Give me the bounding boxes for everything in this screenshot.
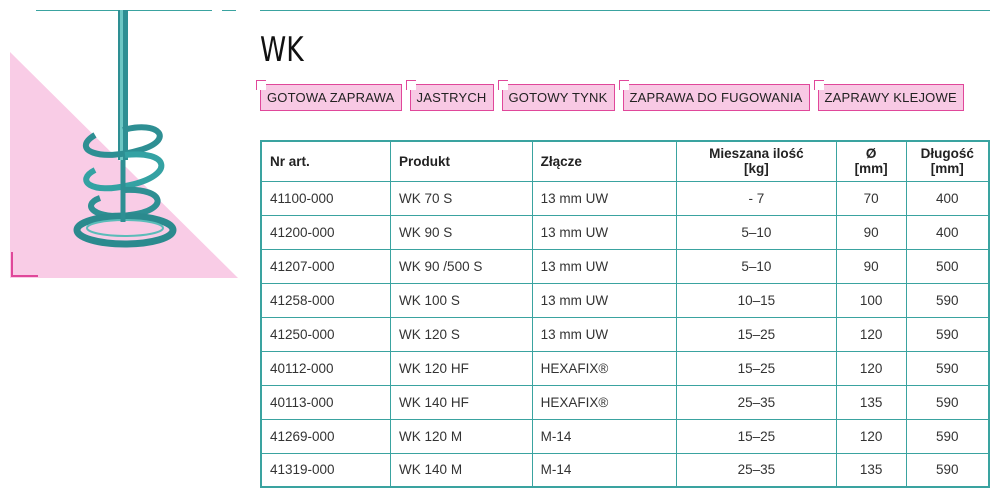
cell-ilosc: - 7: [677, 181, 836, 215]
cell-zlacze: HEXAFIX®: [532, 385, 677, 419]
cell-produkt: WK 70 S: [391, 181, 533, 215]
cell-ilosc: 5–10: [677, 249, 836, 283]
header-ilosc-line2: [kg]: [744, 161, 769, 177]
cell-dl: 590: [906, 317, 989, 351]
table-row: [261, 283, 989, 317]
cell-dl: 500: [906, 249, 989, 283]
cell-ilosc: 25–35: [677, 385, 836, 419]
cell-dl: 400: [906, 215, 989, 249]
cell-produkt: WK 120 M: [391, 419, 533, 453]
cell-nr: 41258-000: [261, 283, 391, 317]
cell-fi: 120: [836, 317, 906, 351]
cell-produkt: WK 90 S: [391, 215, 533, 249]
cell-fi: 120: [836, 419, 906, 453]
cell-fi: 70: [836, 181, 906, 215]
tag-zaprawy-klejowe: ZAPRAWY KLEJOWE: [818, 84, 964, 111]
header-fi-line2: [mm]: [854, 161, 888, 177]
cell-nr: 41207-000: [261, 249, 391, 283]
top-rule-right: [260, 10, 990, 11]
cell-produkt: WK 140 M: [391, 453, 533, 487]
tag-gotowy-tynk: GOTOWY TYNK: [502, 84, 615, 111]
cell-nr: 41319-000: [261, 453, 391, 487]
cell-produkt: WK 140 HF: [391, 385, 533, 419]
cell-produkt: WK 100 S: [391, 283, 533, 317]
cell-nr: 41200-000: [261, 215, 391, 249]
table-row: [261, 317, 989, 351]
cell-ilosc: 5–10: [677, 215, 836, 249]
cell-fi: 100: [836, 283, 906, 317]
cell-fi: 90: [836, 215, 906, 249]
cell-fi: 135: [836, 385, 906, 419]
cell-dl: 590: [906, 283, 989, 317]
table-row: [261, 249, 989, 283]
cell-ilosc: 15–25: [677, 419, 836, 453]
header-dl-line2: [mm]: [930, 161, 964, 177]
header-dlugosc: [906, 141, 989, 181]
header-ilosc-line1: Mieszana ilość: [709, 146, 804, 162]
table-row: [261, 351, 989, 385]
tag-gotowa-zaprawa: GOTOWA ZAPRAWA: [260, 84, 402, 111]
cell-nr: 41100-000: [261, 181, 391, 215]
tag-jastrych: JASTRYCH: [410, 84, 494, 111]
table-row: [261, 215, 989, 249]
header-zlacze: Złącze: [532, 141, 677, 181]
cell-produkt: WK 120 S: [391, 317, 533, 351]
cell-zlacze: 13 mm UW: [532, 249, 677, 283]
table-row: [261, 385, 989, 419]
tag-zaprawa-do-fugowania: ZAPRAWA DO FUGOWANIA: [623, 84, 810, 111]
application-tags: [260, 84, 964, 111]
page-title: WK: [260, 30, 304, 70]
cell-ilosc: 10–15: [677, 283, 836, 317]
cell-zlacze: M-14: [532, 419, 677, 453]
cell-fi: 135: [836, 453, 906, 487]
cell-zlacze: 13 mm UW: [532, 317, 677, 351]
cell-nr: 41269-000: [261, 419, 391, 453]
header-dl-line1: Długość: [920, 146, 974, 162]
cell-nr: 41250-000: [261, 317, 391, 351]
cell-produkt: WK 90 /500 S: [391, 249, 533, 283]
cell-nr: 40113-000: [261, 385, 391, 419]
cell-zlacze: M-14: [532, 453, 677, 487]
cell-fi: 120: [836, 351, 906, 385]
table-row: [261, 181, 989, 215]
product-table-wrapper: [260, 140, 990, 488]
cell-dl: 590: [906, 385, 989, 419]
cell-ilosc: 15–25: [677, 317, 836, 351]
header-srednica: [836, 141, 906, 181]
spiral-mixer-paddle-icon: [0, 0, 250, 290]
cell-dl: 590: [906, 351, 989, 385]
table-row: [261, 453, 989, 487]
table-header-row: [261, 141, 989, 181]
header-mieszana-ilosc: [677, 141, 836, 181]
cell-zlacze: 13 mm UW: [532, 215, 677, 249]
cell-zlacze: HEXAFIX®: [532, 351, 677, 385]
cell-dl: 590: [906, 453, 989, 487]
header-nr: Nr art.: [261, 141, 391, 181]
header-produkt: Produkt: [391, 141, 533, 181]
cell-fi: 90: [836, 249, 906, 283]
cell-zlacze: 13 mm UW: [532, 181, 677, 215]
cell-zlacze: 13 mm UW: [532, 283, 677, 317]
table-row: [261, 419, 989, 453]
cell-dl: 590: [906, 419, 989, 453]
cell-dl: 400: [906, 181, 989, 215]
cell-ilosc: 25–35: [677, 453, 836, 487]
header-fi-line1: Ø: [865, 146, 877, 162]
cell-nr: 40112-000: [261, 351, 391, 385]
product-table: [260, 140, 990, 488]
cell-produkt: WK 120 HF: [391, 351, 533, 385]
cell-ilosc: 15–25: [677, 351, 836, 385]
